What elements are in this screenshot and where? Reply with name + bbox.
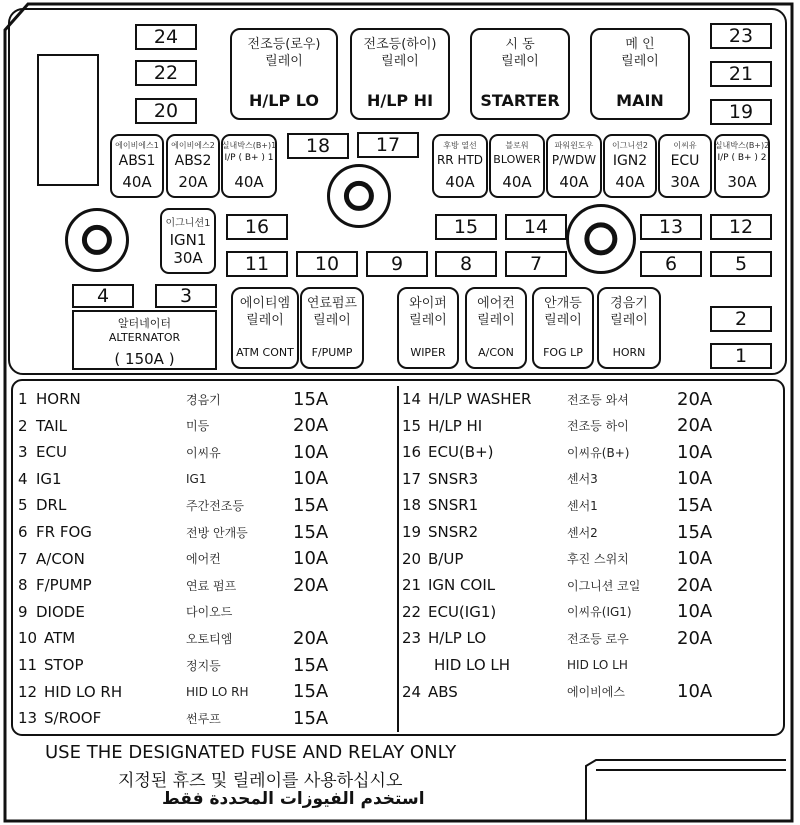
fuse-korean-name: 주간전조등 [186, 498, 244, 513]
fuse-name: STOP [44, 656, 84, 674]
fuse-number: 24 [402, 682, 422, 701]
relay-f-pump [300, 287, 364, 369]
maxi-fuse-abs1 [110, 134, 164, 198]
fuse-table-row [18, 625, 398, 651]
maxi-amp-label: 40A [559, 173, 589, 191]
fuse-amperage: 15A [293, 707, 329, 729]
maxi-ko-label: 실내박스(B+)1 [221, 141, 277, 150]
slot-1: 1 [710, 343, 772, 369]
maxi-en-label: IGN2 [612, 153, 648, 169]
fuse-table-row [18, 386, 398, 412]
slot-8: 8 [435, 251, 497, 277]
fuse-name: HORN [36, 390, 81, 408]
fuse-number: 8 [18, 576, 28, 595]
maxi-amp-label: 40A [615, 173, 645, 191]
maxi-amp-label: 40A [502, 173, 532, 191]
alternator-amp-label: ( 150A ) [114, 350, 175, 368]
relay-en-label: F/PUMP [311, 346, 353, 359]
notice-korean: 지정된 휴즈 및 릴레이를 사용하십시오 [118, 771, 403, 791]
maxi-fuse-pwdw [546, 134, 602, 198]
fuse-amperage: 15A [677, 521, 713, 543]
relay-main [590, 28, 690, 120]
slot-12: 12 [710, 214, 772, 240]
fuse-amperage: 10A [677, 468, 713, 490]
relay-en-label: ATM CONT [236, 346, 294, 359]
maxi-en-label: P/WDW [551, 153, 597, 167]
relay-a-con [465, 287, 527, 369]
fuse-korean-name: 센서2 [567, 525, 598, 540]
maxi-amp-label: 40A [234, 173, 264, 191]
relay-ko-label: 에이티엠 릴레이 [239, 296, 291, 328]
fuse-name: SNSR2 [428, 523, 479, 541]
fuse-name: H/LP WASHER [428, 390, 532, 408]
relay-en-label: STARTER [480, 91, 560, 110]
maxi-amp-label: 30A [727, 173, 757, 191]
slot-2: 2 [710, 306, 772, 332]
fuse-table-row [402, 652, 782, 678]
slot-16: 16 [226, 214, 288, 240]
notice-arabic: استخدم الفيوزات المحددة فقط [162, 789, 425, 809]
fuse-korean-name: 정지등 [186, 658, 221, 673]
fuse-korean-name: 이그니션 코일 [567, 578, 641, 593]
fuse-amperage: 10A [677, 548, 713, 570]
fuse-korean-name: 전조등 로우 [567, 631, 629, 646]
slot-23: 23 [710, 23, 772, 49]
fuse-name: HID LO RH [44, 682, 123, 701]
fuse-name: ECU [36, 443, 67, 462]
fuse-amperage: 15A [293, 681, 329, 703]
maxi-fuse-abs2 [166, 134, 220, 198]
fuse-amperage: 20A [677, 415, 713, 437]
relay-starter [470, 28, 570, 120]
fuse-korean-name: 다이오드 [186, 605, 233, 620]
fuse-amperage: 20A [677, 388, 713, 410]
fuse-number: 11 [18, 656, 38, 674]
fuse-name: H/LP LO [428, 629, 487, 648]
fuse-table-row [402, 386, 782, 412]
relay-ko-label: 시 동 릴레이 [501, 37, 539, 69]
relay-horn [597, 287, 661, 369]
slot-18: 18 [287, 133, 349, 159]
slot-13: 13 [640, 214, 702, 240]
fuse-korean-name: 전방 안개등 [186, 525, 248, 540]
maxi-amp-label: 20A [178, 173, 208, 191]
fuse-number: 7 [18, 549, 28, 568]
fuse-korean-name: 이씨유(IG1) [567, 605, 632, 620]
relay-fog-lp [532, 287, 594, 369]
fuse-name: IG1 [36, 469, 62, 488]
fuse-number: 6 [18, 523, 28, 541]
maxi-fuse-ecu [658, 134, 712, 198]
fuse-table-row [402, 572, 782, 598]
fuse-korean-name: 전조등 와셔 [567, 392, 629, 407]
fuse-korean-name: 경음기 [186, 392, 221, 407]
maxi-ko-label: 에이비에스2 [171, 141, 215, 150]
fuse-number: 1 [18, 390, 28, 408]
maxi-ko-label: 에이비에스1 [115, 141, 159, 150]
fuse-korean-name: 전조등 하이 [567, 419, 629, 434]
fuse-amperage: 10A [293, 441, 329, 463]
maxi-en-label: I/P ( B+ ) 2 [717, 153, 767, 163]
fuse-name: DIODE [36, 602, 85, 621]
fuse-number: 18 [402, 496, 422, 515]
fuse-korean-name: 에이비에스 [567, 685, 625, 700]
alternator-ko-label: 알터네이터 [117, 317, 172, 330]
slot-6: 6 [640, 251, 702, 277]
fuse-table-row [18, 413, 398, 439]
fuse-korean-name: 연료 펌프 [186, 578, 237, 593]
fuse-name: ABS [428, 682, 458, 701]
fuse-name: H/LP HI [428, 416, 483, 435]
fuse-table-row [18, 705, 398, 731]
terminal-bolt-center [327, 164, 391, 228]
fuse-table-row [402, 625, 782, 651]
fuse-amperage: 10A [677, 681, 713, 703]
maxi-ko-label: 블로워 [505, 141, 529, 150]
fuse-table-row [18, 546, 398, 572]
fuse-amperage: 20A [677, 574, 713, 596]
relay-hlp-lo [230, 28, 338, 120]
fuse-korean-name: 이씨유(B+) [567, 445, 630, 460]
fuse-number: 17 [402, 469, 422, 488]
fuse-table-row [18, 439, 398, 465]
maxi-ko-label: 실내박스(B+)2 [714, 141, 770, 150]
slot-15: 15 [435, 214, 497, 240]
fuse-korean-name: 센서1 [567, 498, 598, 513]
fuse-number: 5 [18, 496, 28, 515]
fuse-table-row [18, 652, 398, 678]
fuse-table-row [402, 439, 782, 465]
fuse-korean-name: 에어컨 [186, 552, 221, 567]
fuse-name: TAIL [36, 416, 68, 435]
fuse-amperage: 15A [293, 654, 329, 676]
relay-hlp-hi [350, 28, 450, 120]
fuse-amperage: 15A [293, 388, 329, 410]
fuse-amperage: 10A [293, 548, 329, 570]
slot-3: 3 [155, 284, 217, 308]
fuse-amperage: 15A [293, 521, 329, 543]
fuse-number: 16 [402, 443, 422, 462]
fuse-korean-name: IG1 [186, 471, 207, 486]
maxi-ko-label: 후방 열선 [443, 141, 477, 150]
maxi-fuse-ign1 [160, 208, 216, 274]
relay-ko-label: 와이퍼 릴레이 [409, 296, 447, 328]
slot-7: 7 [505, 251, 567, 277]
fuse-number: 2 [18, 416, 28, 435]
fuse-name: A/CON [36, 549, 85, 568]
fuse-number: 21 [402, 576, 422, 595]
maxi-en-label: BLOWER [493, 153, 541, 166]
maxi-en-label: IGN1 [169, 231, 207, 249]
fuse-amperage: 10A [677, 441, 713, 463]
fuse-name: ATM [44, 629, 76, 648]
slot-10: 10 [296, 251, 358, 277]
relay-en-label: H/LP LO [249, 91, 319, 110]
relay-en-label: FOG LP [543, 346, 583, 359]
maxi-fuse-blower [489, 134, 545, 198]
alternator-fuse [72, 310, 217, 370]
fuse-number: 23 [402, 629, 422, 648]
fuse-name: B/UP [428, 549, 464, 568]
slot-9: 9 [366, 251, 428, 277]
slot-22: 22 [135, 60, 197, 86]
fuse-amperage: 20A [293, 627, 329, 649]
slot-14: 14 [505, 214, 567, 240]
maxi-ko-label: 파워윈도우 [554, 141, 594, 150]
fuse-korean-name: 센서3 [567, 472, 598, 487]
maxi-amp-label: 30A [173, 249, 203, 267]
fuse-korean-name: 썬루프 [186, 711, 221, 726]
fuse-number: 14 [402, 390, 422, 408]
fuse-korean-name: 이씨유 [186, 445, 221, 460]
fuse-name: ECU(IG1) [428, 602, 497, 621]
fuse-number: 4 [18, 469, 28, 488]
relay-en-label: H/LP HI [366, 91, 434, 110]
fuse-name: ECU(B+) [428, 443, 494, 462]
relay-ko-label: 전조등(로우) 릴레이 [247, 37, 321, 69]
fuse-table-row [402, 519, 782, 545]
terminal-bolt-left [65, 208, 129, 272]
maxi-fuse-ip-b2 [714, 134, 770, 198]
fuse-name: IGN COIL [428, 576, 496, 595]
fuse-amperage: 10A [677, 601, 713, 623]
fuse-name: S/ROOF [44, 709, 102, 728]
fuse-korean-name: 오토티엠 [186, 631, 233, 646]
fuse-korean-name: HID LO RH [186, 684, 249, 699]
maxi-en-label: I/P ( B+ ) 1 [224, 153, 274, 163]
fuse-number: 12 [18, 682, 38, 701]
fuse-name: F/PUMP [36, 576, 92, 595]
maxi-en-label: ABS1 [118, 153, 156, 169]
fuse-amperage: 20A [293, 415, 329, 437]
notice-english: USE THE DESIGNATED FUSE AND RELAY ONLY [45, 742, 457, 763]
fuse-table-row [18, 679, 398, 705]
fuse-amperage: 20A [677, 627, 713, 649]
fuse-table-row [18, 572, 398, 598]
maxi-ko-label: 이그니션2 [611, 141, 648, 150]
maxi-ko-label: 이씨유 [673, 141, 697, 150]
fuse-table-row [402, 599, 782, 625]
relay-en-label: HORN [612, 346, 646, 359]
relay-atm-cont [231, 287, 299, 369]
maxi-ko-label: 이그니션1 [165, 218, 211, 229]
fuse-number: 19 [402, 523, 422, 541]
relay-en-label: A/CON [478, 346, 514, 359]
maxi-en-label: RR HTD [436, 153, 484, 167]
maxi-amp-label: 40A [445, 173, 475, 191]
fuse-number: 22 [402, 602, 422, 621]
maxi-en-label: ABS2 [174, 153, 212, 169]
fuse-table-row [402, 546, 782, 572]
relay-ko-label: 전조등(하이) 릴레이 [363, 37, 437, 69]
alternator-en-label: ALTERNATOR [108, 331, 181, 344]
slot-11: 11 [226, 251, 288, 277]
slot-4: 4 [72, 284, 134, 308]
relay-ko-label: 경음기 릴레이 [610, 296, 648, 328]
fuse-amperage: 15A [293, 494, 329, 516]
fuse-korean-name: 미등 [186, 419, 210, 434]
relay-ko-label: 연료펌프 릴레이 [306, 296, 358, 328]
fuse-name: SNSR1 [428, 496, 479, 515]
relay-ko-label: 안개등 릴레이 [544, 296, 582, 328]
fuse-table-row [402, 679, 782, 705]
maxi-en-label: ECU [670, 153, 700, 169]
fuse-korean-name: 후진 스위치 [567, 552, 629, 567]
slot-24: 24 [135, 24, 197, 50]
fuse-amperage: 15A [677, 494, 713, 516]
maxi-amp-label: 40A [122, 173, 152, 191]
fuse-name: DRL [36, 496, 67, 515]
fuse-table-row [18, 492, 398, 518]
fuse-table-row [18, 466, 398, 492]
slot-17: 17 [357, 132, 419, 158]
slot-5: 5 [710, 251, 772, 277]
fuse-korean-name: HID LO LH [567, 658, 628, 672]
fuse-number: 3 [18, 443, 28, 462]
slot-21: 21 [710, 61, 772, 87]
maxi-fuse-ign2 [603, 134, 657, 198]
fuse-number: 9 [18, 602, 28, 621]
fuse-amperage: 10A [293, 468, 329, 490]
slot-19: 19 [710, 99, 772, 125]
terminal-bolt-right [566, 204, 636, 274]
slot-20: 20 [135, 98, 197, 124]
fuse-table-row [18, 519, 398, 545]
relay-en-label: WIPER [410, 346, 446, 359]
fuse-number: 13 [18, 709, 38, 728]
fuse-table-row [402, 492, 782, 518]
fuse-number: 15 [402, 416, 422, 435]
fuse-name: HID LO LH [434, 656, 511, 674]
fuse-name: SNSR3 [428, 469, 479, 488]
maxi-amp-label: 30A [670, 173, 700, 191]
maxi-fuse-rr-htd [432, 134, 488, 198]
fuse-table-row [402, 413, 782, 439]
fuse-number: 10 [18, 629, 38, 648]
relay-ko-label: 에어컨 릴레이 [477, 296, 515, 328]
relay-en-label: MAIN [616, 91, 664, 110]
fuse-name: FR FOG [36, 523, 92, 541]
fuse-number: 20 [402, 549, 422, 568]
relay-wiper [397, 287, 459, 369]
fuse-table-row [18, 599, 398, 625]
relay-ko-label: 메 인 릴레이 [621, 37, 659, 69]
fuse-amperage: 20A [293, 574, 329, 596]
maxi-fuse-ip-b1 [221, 134, 277, 198]
fuse-table-row [402, 466, 782, 492]
